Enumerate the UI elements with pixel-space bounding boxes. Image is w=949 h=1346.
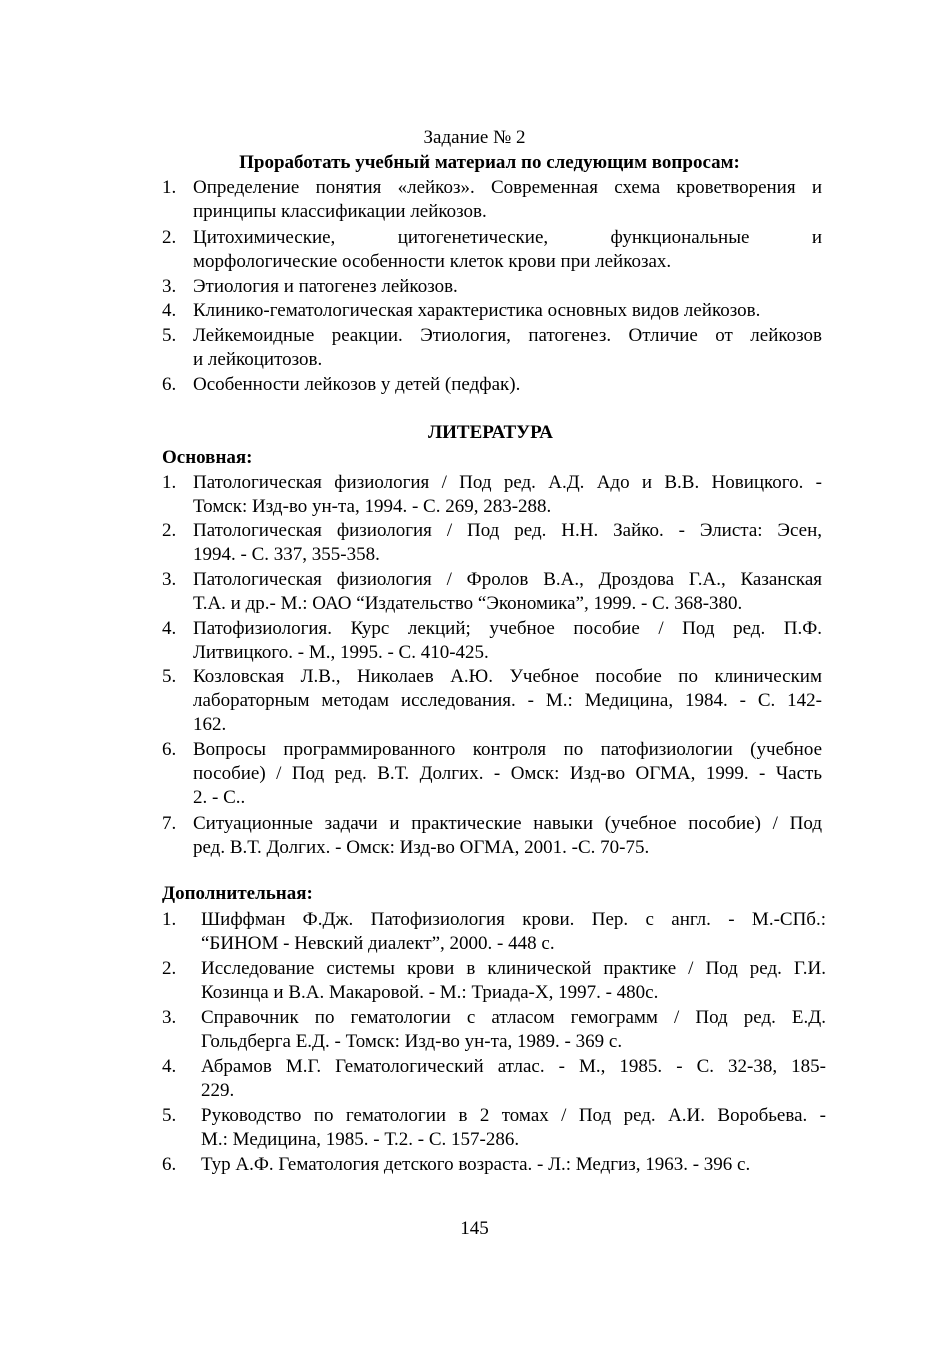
list-item-line: пособие) / Под ред. В.Т. Долгих. - Омск: Изд-во ОГМА, 1999. - Часть xyxy=(193,763,822,784)
list-item-line: 229. xyxy=(201,1080,235,1101)
list-item-number: 1. xyxy=(162,177,177,198)
main-literature-label: Основная: xyxy=(162,447,253,468)
list-item-line: Этиология и патогенез лейкозов. xyxy=(193,276,458,297)
list-item-number: 2. xyxy=(162,958,177,979)
extra-literature-label: Дополнительная: xyxy=(162,883,313,904)
list-item-number: 5. xyxy=(162,666,177,687)
list-item-number: 5. xyxy=(162,1105,177,1126)
page-number: 145 xyxy=(460,1218,489,1239)
list-item-number: 2. xyxy=(162,227,177,248)
list-item-line: 162. xyxy=(193,714,227,735)
list-item-line: Лейкемоидные реакции. Этиология, патогенез. Отличие от лейкозов xyxy=(193,325,822,346)
list-item-line: Исследование системы крови в клинической практике / Под ред. Г.И. xyxy=(201,958,826,979)
list-item-line: Патологическая физиология / Фролов В.А., Дроздова Г.А., Казанская xyxy=(193,569,822,590)
list-item-line: Козловская Л.В., Николаев А.Ю. Учебное пособие по клиническим xyxy=(193,666,822,687)
list-item-number: 5. xyxy=(162,325,177,346)
list-item-line: Патологическая физиология / Под ред. А.Д. Адо и В.В. Новицкого. - xyxy=(193,472,822,493)
list-item-number: 3. xyxy=(162,276,177,297)
list-item-line: 1994. - С. 337, 355-358. xyxy=(193,544,380,565)
list-item-line: Абрамов М.Г. Гематологический атлас. - М., 1985. - С. 32-38, 185- xyxy=(201,1056,826,1077)
list-item-line: 2. - С.. xyxy=(193,787,246,808)
list-item-line: Ситуационные задачи и практические навыки (учебное пособие) / Под xyxy=(193,813,822,834)
list-item-number: 6. xyxy=(162,739,177,760)
list-item-line: морфологические особенности клеток крови при лейкозах. xyxy=(193,251,672,272)
list-item-number: 3. xyxy=(162,1007,177,1028)
list-item-line: Патофизиология. Курс лекций; учебное пособие / Под ред. П.Ф. xyxy=(193,618,822,639)
list-item-line: Т.А. и др.- М.: ОАО “Издательство “Экономика”, 1999. - С. 368-380. xyxy=(193,593,743,614)
task-subtitle: Проработать учебный материал по следующим вопросам: xyxy=(239,152,740,173)
list-item-line: Руководство по гематологии в 2 томах / Под ред. А.И. Воробьева. - xyxy=(201,1105,826,1126)
list-item-number: 6. xyxy=(162,374,177,395)
literature-heading: ЛИТЕРАТУРА xyxy=(427,422,554,443)
list-item-line: Определение понятия «лейкоз». Современная схема кроветворения и xyxy=(193,177,822,198)
task-title: Задание № 2 xyxy=(423,127,526,148)
list-item-number: 2. xyxy=(162,520,177,541)
list-item-line: Литвицкого. - М., 1995. - С. 410-425. xyxy=(193,642,489,663)
list-item-number: 4. xyxy=(162,300,177,321)
list-item-number: 7. xyxy=(162,813,177,834)
list-item-line: Справочник по гематологии с атласом гемограмм / Под ред. Е.Д. xyxy=(201,1007,826,1028)
list-item-line: М.: Медицина, 1985. - Т.2. - С. 157-286. xyxy=(201,1129,520,1150)
list-item-line: Патологическая физиология / Под ред. Н.Н. Зайко. - Элиста: Эсен, xyxy=(193,520,822,541)
list-item-line: Гольдберга Е.Д. - Томск: Изд-во ун-та, 1989. - 369 с. xyxy=(201,1031,623,1052)
list-item-number: 4. xyxy=(162,618,177,639)
list-item-line: лабораторным методам исследования. - М.: Медицина, 1984. - С. 142- xyxy=(193,690,822,711)
list-item-line: Цитохимические, цитогенетические, функциональные и xyxy=(193,227,822,248)
list-item-line: и лейкоцитозов. xyxy=(193,349,323,370)
list-item-line: Клинико-гематологическая характеристика основных видов лейкозов. xyxy=(193,300,761,321)
list-item-line: “БИНОМ - Невский диалект”, 2000. - 448 с. xyxy=(201,933,555,954)
list-item-line: Вопросы программированного контроля по патофизиологии (учебное xyxy=(193,739,822,760)
list-item-number: 1. xyxy=(162,909,177,930)
list-item-line: Шиффман Ф.Дж. Патофизиология крови. Пер. с англ. - М.-СПб.: xyxy=(201,909,826,930)
list-item-number: 6. xyxy=(162,1154,177,1175)
list-item-number: 3. xyxy=(162,569,177,590)
list-item-line: Козинца и В.А. Макаровой. - М.: Триада-Х, 1997. - 480с. xyxy=(201,982,659,1003)
list-item-number: 4. xyxy=(162,1056,177,1077)
list-item-number: 1. xyxy=(162,472,177,493)
list-item-line: принципы классификации лейкозов. xyxy=(193,201,487,222)
list-item-line: Томск: Изд-во ун-та, 1994. - С. 269, 283-288. xyxy=(193,496,552,517)
list-item-line: ред. В.Т. Долгих. - Омск: Изд-во ОГМА, 2001. -С. 70-75. xyxy=(193,837,650,858)
list-item-line: Тур А.Ф. Гематология детского возраста. - Л.: Медгиз, 1963. - 396 с. xyxy=(201,1154,751,1175)
list-item-line: Особенности лейкозов у детей (педфак). xyxy=(193,374,521,395)
